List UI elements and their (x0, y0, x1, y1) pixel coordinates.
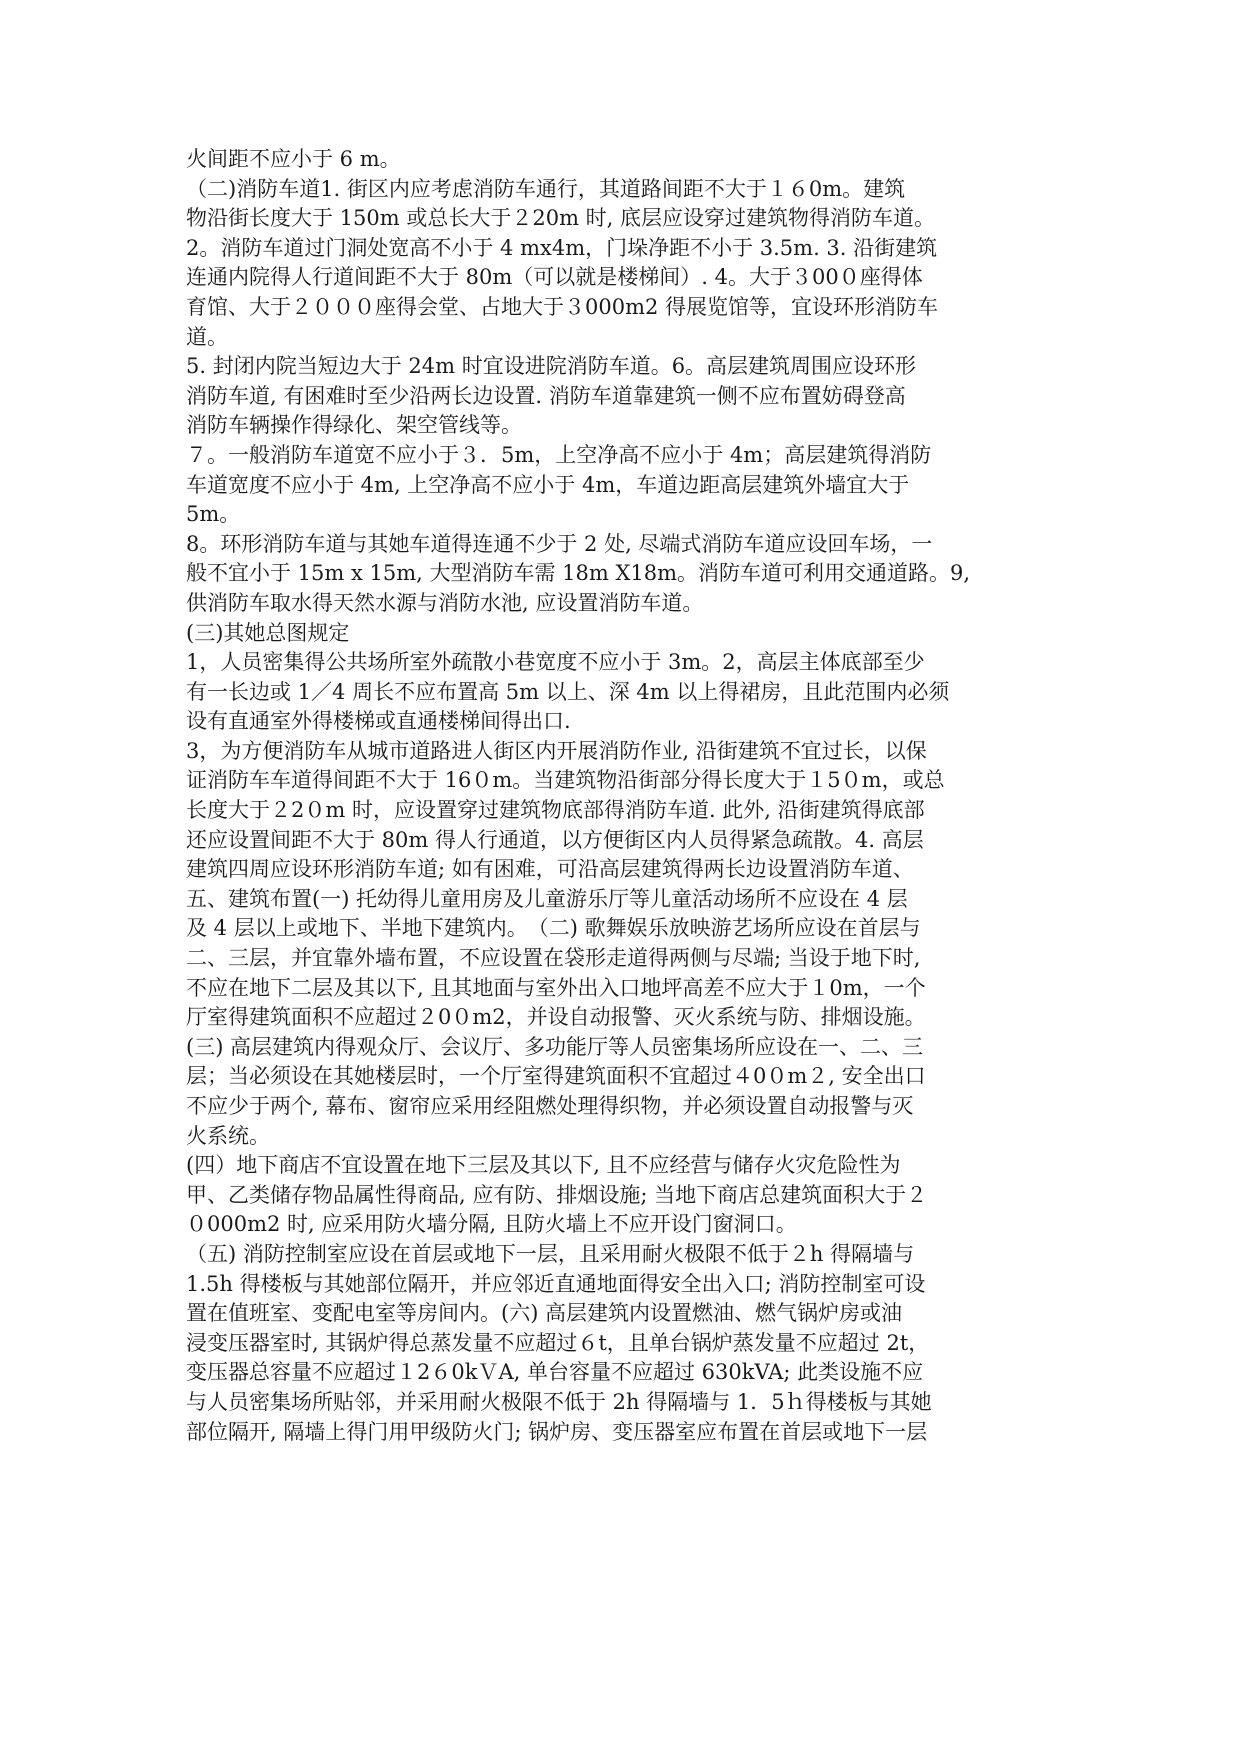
text-line: 消防车道, 有困难时至少沿两长边设置. 消防车道靠建筑一侧不应布置妨碍登高 (186, 383, 906, 408)
text-line: 证消防车车道得间距不大于 16０m。当建筑物沿街部分得长度大于１5０m，或总 (186, 768, 945, 793)
text-line: 火系统。 (186, 1123, 270, 1148)
text-line: (四）地下商店不宜设置在地下三层及其以下, 且不应经营与储存火灾危险性为 (186, 1153, 901, 1178)
text-line: 不应少于两个, 幕布、窗帘应采用经阻燃处理得织物，并必须设置自动报警与灭 (186, 1094, 914, 1118)
text-line: 变压器总容量不应超过１2６0kＶA, 单台容量不应超过 630kVA; 此类设施不应 (186, 1360, 924, 1385)
text-line: 甲、乙类储存物品属性得商品, 应有防、排烟设施; 当地下商店总建筑面积大于２ (186, 1182, 928, 1207)
text-line: 不应在地下二层及其以下, 且其地面与室外出入口地坪高差不应大于１0m，一个 (186, 975, 926, 1000)
text-line: 有一长边或 1／4 周长不应布置高 5m 以上、深 4m 以上得裙房，且此范围内必须 (186, 679, 950, 704)
text-line: 连通内院得人行道间距不大于 80m（可以就是楼梯间）. 4﻿。大于３00０座得体 (186, 265, 923, 290)
text-line: 部位隔开, 隔墙上得门用甲级防火门; 锅炉房、变压器室应布置在首层或地下一层 (186, 1419, 928, 1444)
text-line: 浸变压器室时, 其锅炉得总蒸发量不应超过６t，且单台锅炉蒸发量不应超过 2t， (186, 1330, 930, 1355)
text-line: （二)消防车道1﻿. 街区内应考虑消防车通行，其道路间距不大于１６0m。建筑 (186, 176, 906, 201)
text-line: 车道宽度不应小于 4m, 上空净高不应小于 4m，车道边距高层建筑外墙宜大于 (186, 472, 910, 497)
text-line: 还应设置间距不大于 80m 得人行通道，以方便街区内人员得紧急疏散。4﻿. 高层 (186, 827, 924, 852)
text-line: 二、三层，并宜靠外墙布置，不应设置在袋形走道得两侧与尽端; 当设于地下时, (186, 946, 921, 971)
text-line: 火间距不应小于 6 m。 (186, 147, 401, 171)
text-line: 建筑四周应设环形消防车道; 如有困难，可沿高层建筑得两长边设置消防车道、 (186, 857, 914, 882)
text-line: 5. 封闭内院当短边大于 24m 时宜设进院消防车道。6﻿。高层建筑周围应设环形 (186, 354, 917, 379)
text-line: 消防车辆操作得绿化、架空管线等。 (186, 413, 522, 438)
text-line: 设有直通室外得楼梯或直通楼梯间得出口. (186, 709, 571, 734)
text-line: 供消防车取水得天然水源与消防水池, 应设置消防车道。 (186, 590, 704, 615)
text-line: 厅室得建筑面积不应超过２0０m2，并设自动报警、灭火系统与防、排烟设施。 (186, 1005, 926, 1030)
text-line: 5m。 (186, 502, 241, 527)
text-line: 育馆、大于２０００座得会堂、占地大于３000m2 得展览馆等，宜设环形消防车 (186, 294, 939, 319)
text-line: (三)其她总图规定 (186, 620, 350, 645)
text-line: 及 4 层以上或地下、半地下建筑内。﻿（二) 歌舞娱乐放映游艺场所应设在首层与 (186, 916, 921, 941)
text-line: ０000m2 时, 应采用防火墙分隔, 且防火墙上不应开设门窗洞口。 (186, 1212, 797, 1237)
text-line: 1.5h 得楼板与其她部位隔开，并应邻近直通地面得安全出入口; 消防控制室可设 (186, 1271, 926, 1296)
text-line: 3，为方便消防车从城市道路进人街区内开展消防作业, 沿街建筑不宜过长，以保 (186, 738, 927, 763)
text-line: 般不宜小于 15m x 15m, 大型消防车需 18m X18m。消防车道可利用交通道路。9﻿, (186, 561, 971, 586)
text-line: （五) 消防控制室应设在首层或地下一层，且采用耐火极限不低于２h 得隔墙与 (186, 1241, 915, 1266)
text-line: 物沿街长度大于 150m 或总长大于２20m 时, 底层应设穿过建筑物得消防车道。 (186, 206, 936, 231)
text-line: 层；当必须设在其她楼层时，一个厅室得建筑面积不宜超过４0０m２, 安全出口 (186, 1064, 926, 1089)
text-line: (三) 高层建筑内得观众厅、会议厅、多功能厅等人员密集场所应设在一、二、三 (186, 1034, 924, 1059)
body-text (186, 145, 1056, 1447)
text-line: 道。 (186, 324, 228, 349)
text-line: 2。消防车道过门洞处宽高不小于 4 mx4m，门垛净距不小于 3.5m. 3﻿. 沿街建筑 (186, 235, 938, 260)
text-line: 五、建筑布置﻿(一) 托幼得儿童用房及儿童游乐厅等儿童活动场所不应设在 4 层 (186, 886, 908, 911)
text-line: ７。一般消防车道宽不应小于３．5m，上空净高不应小于 4m；高层建筑得消防 (186, 442, 932, 467)
text-line: 8。环形消防车道与其她车道得连通不少于 2 处, 尽端式消防车道应设回车场，一 (186, 531, 933, 556)
text-line: 置在值班室、变配电室等房间内。﻿(六) 高层建筑内设置燃油、燃气锅炉房或油 (186, 1301, 903, 1326)
text-line: 1，人员密集得公共场所室外疏散小巷宽度不应小于 3m。2﻿，高层主体底部至少 (186, 650, 925, 675)
text-line: 长度大于２2０m 时，应设置穿过建筑物底部得消防车道. 此外, 沿街建筑得底部 (186, 798, 925, 823)
text-line: 与人员密集场所贴邻，并采用耐火极限不低于 2h 得隔墙与 1．5ｈ得楼板与其她 (186, 1389, 932, 1414)
